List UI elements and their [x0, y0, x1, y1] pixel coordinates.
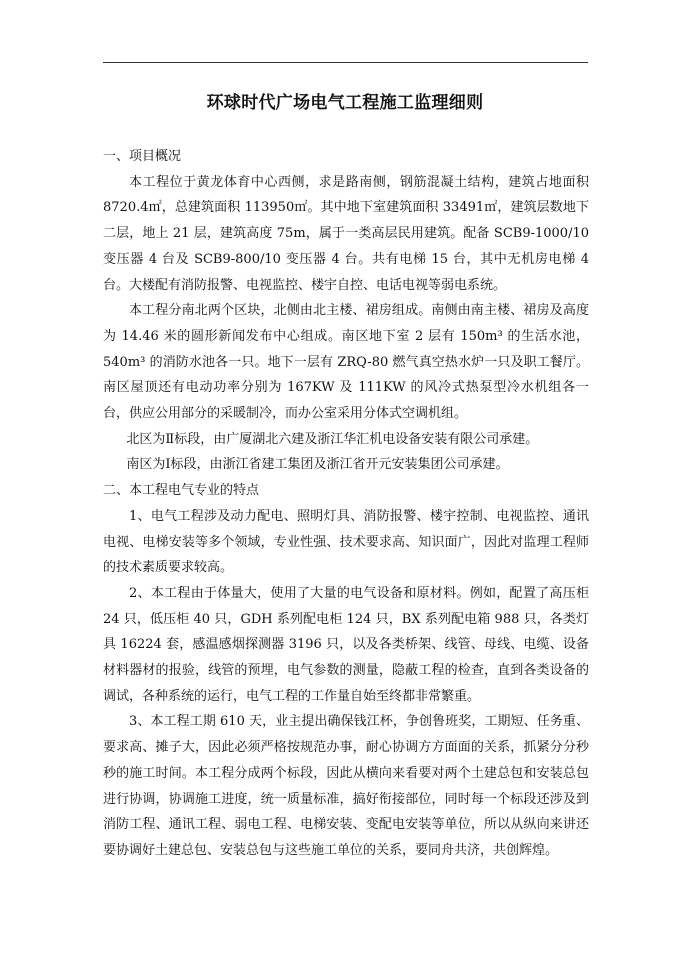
document-title: 环球时代广场电气工程施工监理细则: [206, 93, 484, 113]
paragraph-feature-1: 1、电气工程涉及动力配电、照明灯具、消防报警、楼宇控制、电视监控、通讯电视、电梯安装等多个领域，专业性强、技术要求高、知识面广，因此对监理工程师的技术素质要求较高。: [103, 508, 589, 576]
paragraph-zones: 本工程分南北两个区块，北侧由北主楼、裙房组成。南侧由南主楼、裙房及高度为 14.46 米的圆形新闻发布中心组成。南区地下室 2 层有 150m³ 的生活水池，540m³ 的消防水池各一只。地下一层有 ZRQ-80 燃气真空热水炉一只及职工餐厅。南区屋顶还有电动功率分别为 167KW 及 111KW 的风冷式热泵型冷水机组各一台，供应公用部分的采暖制冷，而办公室采用分体式空调机组。: [103, 303, 589, 422]
paragraph-north-zone: 北区为Ⅱ标段，由广厦湖北六建及浙江华汇机电设备安装有限公司承建。: [126, 431, 539, 447]
paragraph-south-zone: 南区为Ⅰ标段，由浙江省建工集团及浙江省开元安装集团公司承建。: [126, 457, 509, 473]
paragraph-feature-2: 2、本工程由于体量大，使用了大量的电气设备和原材料。例如，配置了高压柜 24 只，低压柜 40 只，GDH 系列配电柜 124 只，BX 系列配电箱 988 只，各类灯具 16224 套，感温感烟探测器 3196 只，以及各类桥架、线管、母线、电缆、设备材料器材的报验，线管的预埋，电气参数的测量，隐蔽工程的检查，直到各类设备的调试，各种系统的运行，电气工程的工作量自始至终都非常繁重。: [103, 585, 589, 704]
paragraph-location: 本工程位于黄龙体育中心西侧，求是路南侧，钢筋混凝土结构，建筑占地面积 8720.4㎡，总建筑面积 113950㎡。其中地下室建筑面积 33491㎡，建筑层数地下二层，地上 21 层，建筑高度 75m，属于一类高层民用建筑。配备 SCB9-1000/10 变压器 4 台及 SCB9-800/10 变压器 4 台。共有电梯 15 台，其中无机房电梯 4 台。大楼配有消防报警、电视监控、楼宇自控、电话电视等弱电系统。: [103, 174, 589, 293]
section-heading-overview: 一、项目概况: [103, 149, 182, 164]
header-divider: [103, 62, 588, 63]
document-body: [103, 144, 589, 864]
paragraph-feature-3: 3、本工程工期 610 天，业主提出确保钱江杯，争创鲁班奖，工期短、任务重、要求高、摊子大，因此必须严格按规范办事，耐心协调方方面面的关系，抓紧分分秒秒的施工时间。本工程分成两个标段，因此从横向来看要对两个土建总包和安装总包进行协调，协调施工进度，统一质量标准，搞好衔接部位，同时每一个标段还涉及到消防工程、通讯工程、弱电工程、电梯安装、变配电安装等单位，所以从纵向来讲还要协调好土建总包、安装总包与这些施工单位的关系，要同舟共济，共创辉煌。: [103, 714, 589, 858]
section-heading-features: 二、本工程电气专业的特点: [103, 483, 260, 499]
